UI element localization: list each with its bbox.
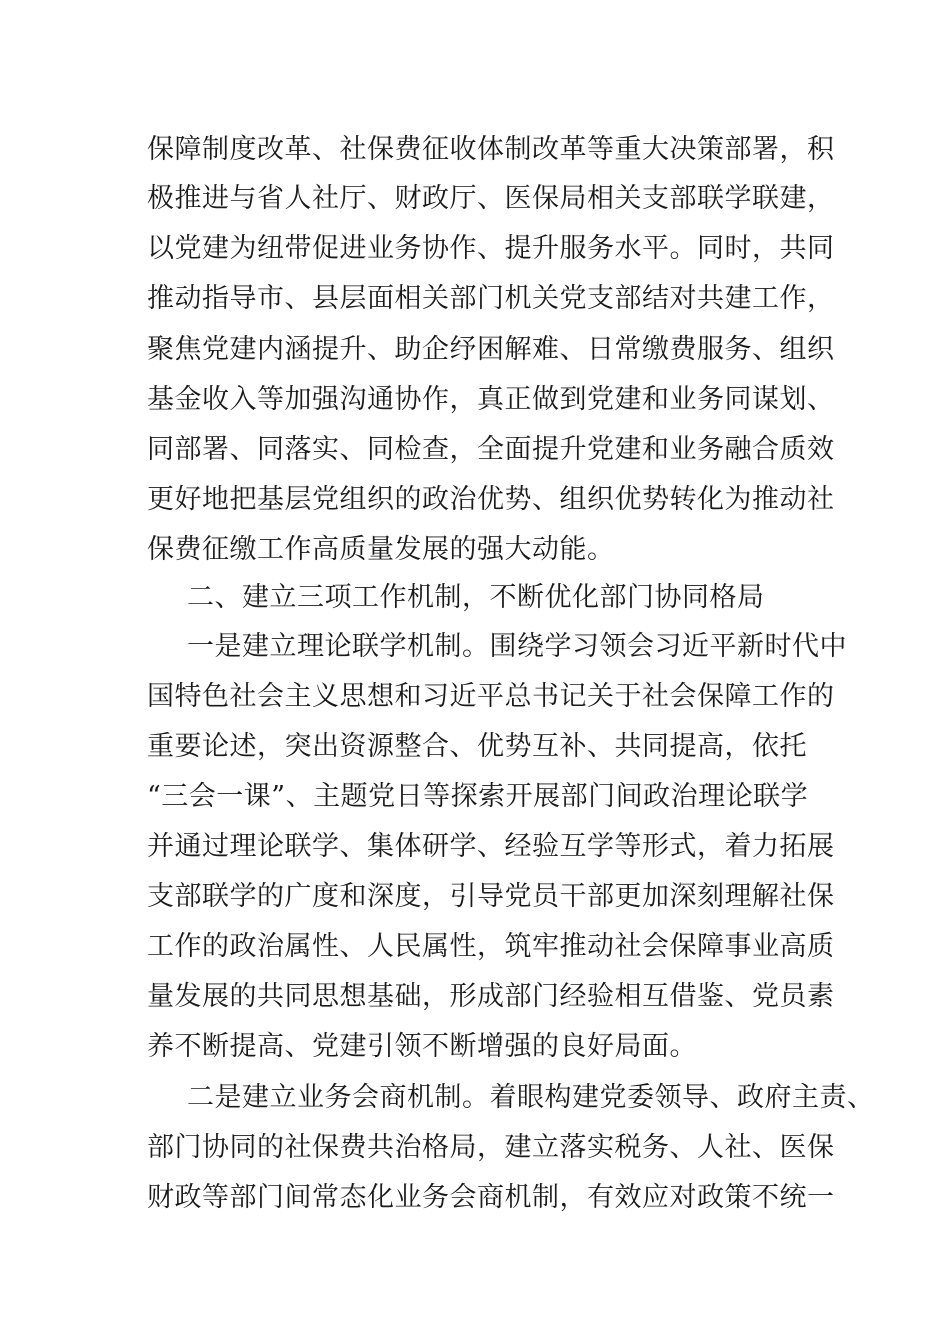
text-line: 同部署、同落实、同检查，全面提升党建和业务融合质效 <box>147 434 835 465</box>
paragraph-first-line: 一是建立理论联学机制。围绕学习领会习近平新时代中 <box>187 631 847 662</box>
text-line: 工作的政治属性、人民属性，筑牢推动社会保障事业高质 <box>147 931 835 962</box>
text-line: 更好地把基层党组织的政治优势、组织优势转化为推动社 <box>147 484 835 515</box>
text-line: 以党建为纽带促进业务协作、提升服务水平。同时，共同 <box>147 233 835 264</box>
text-line: 推动指导市、县层面相关部门机关党支部结对共建工作， <box>147 283 835 314</box>
text-line: 量发展的共同思想基础，形成部门经验相互借鉴、党员素 <box>147 981 835 1012</box>
text-line: 重要论述，突出资源整合、优势互补、共同提高，依托 <box>147 731 807 762</box>
text-line: 支部联学的广度和深度，引导党员干部更加深刻理解社保 <box>147 881 835 912</box>
text-line: 保费征缴工作高质量发展的强大动能。 <box>147 534 615 565</box>
text-line: 养不断提高、党建引领不断增强的良好局面。 <box>147 1031 697 1062</box>
text-line: 聚焦党建内涵提升、助企纾困解难、日常缴费服务、组织 <box>147 334 835 365</box>
text-line: “三会一课”、主题党日等探索开展部门间政治理论联学 <box>147 781 809 812</box>
text-line: 部门协同的社保费共治格局，建立落实税务、人社、医保 <box>147 1132 835 1163</box>
section-heading: 二、建立三项工作机制，不断优化部门协同格局 <box>187 582 765 613</box>
text-line: 财政等部门间常态化业务会商机制，有效应对政策不统一 <box>147 1182 835 1213</box>
text-line: 国特色社会主义思想和习近平总书记关于社会保障工作的 <box>147 681 835 712</box>
text-line: 极推进与省人社厅、财政厅、医保局相关支部联学联建， <box>147 183 835 214</box>
text-line: 保障制度改革、社保费征收体制改革等重大决策部署，积 <box>147 134 835 165</box>
text-line: 并通过理论联学、集体研学、经验互学等形式，着力拓展 <box>147 831 835 862</box>
text-line: 基金收入等加强沟通协作，真正做到党建和业务同谋划、 <box>147 384 835 415</box>
paragraph-first-line: 二是建立业务会商机制。着眼构建党委领导、政府主责、 <box>187 1082 875 1113</box>
